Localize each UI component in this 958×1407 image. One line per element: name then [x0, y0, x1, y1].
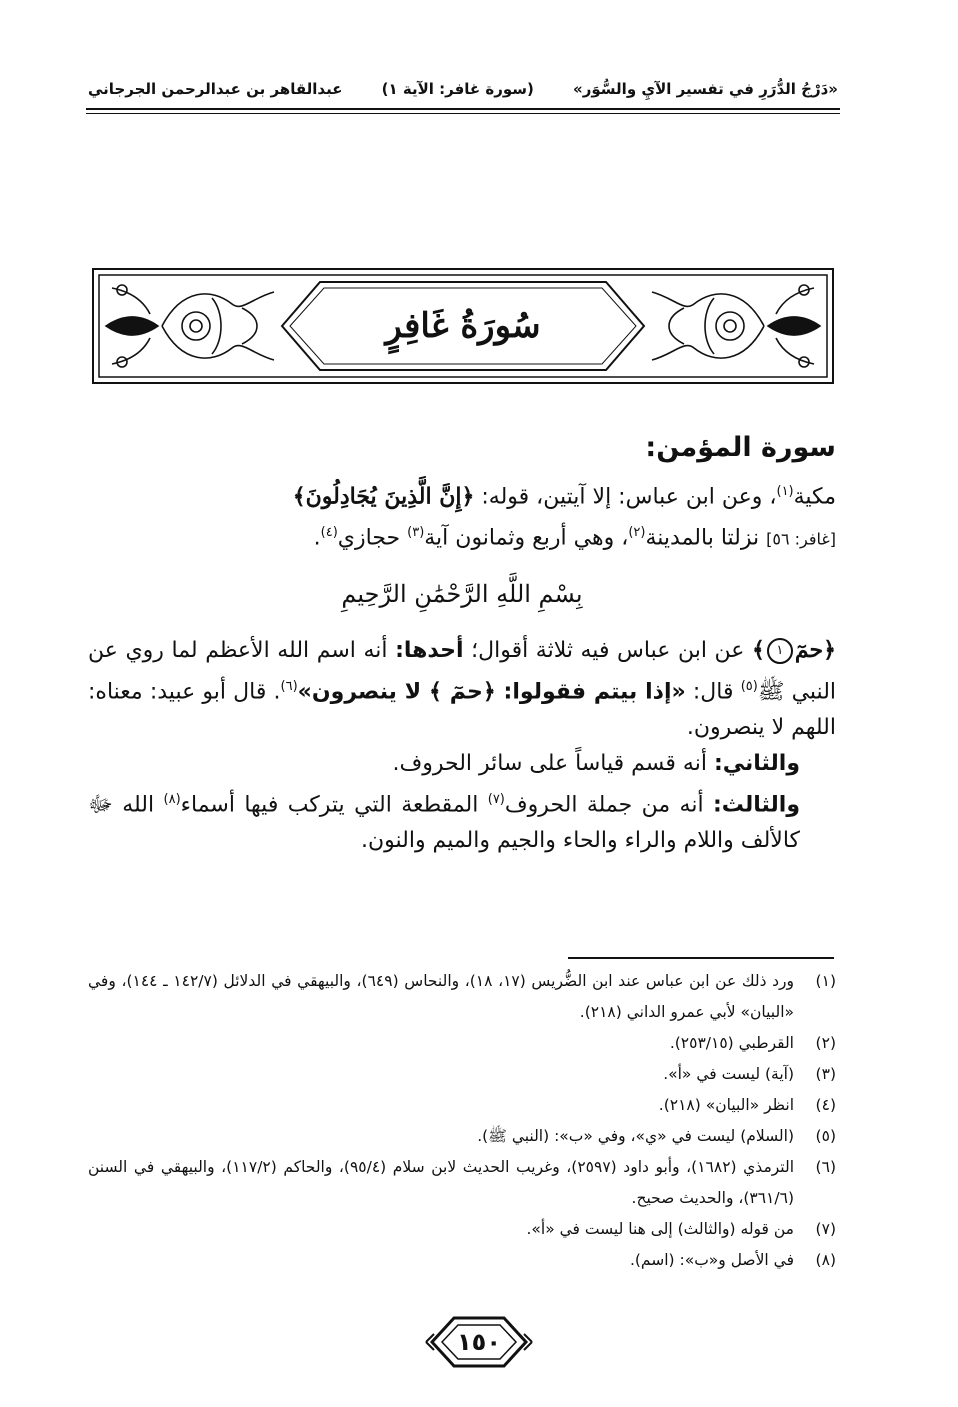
- commentary-text: الله ﷻ كالألف واللام والراء والحاء والجيم والميم والنون.: [88, 792, 800, 854]
- basmala: بِسْمِ اللَّهِ الرَّحْمَٰنِ الرَّحِيمِ: [341, 579, 583, 608]
- opinion-label: والثالث:: [712, 792, 801, 818]
- commentary-text: عن ابن عباس فيه ثلاثة أقوال؛: [463, 637, 752, 663]
- footnote-separator: [568, 957, 834, 959]
- footnote-text: القرطبي (٢٥٣/١٥).: [669, 1034, 794, 1052]
- footnote-text: من قوله (والثالث) إلى هنا ليست في «أ».: [526, 1220, 794, 1238]
- footnote-number: (١): [815, 972, 836, 990]
- footnote: [88, 1121, 836, 1152]
- commentary-text: أنه قسم قياساً على سائر الحروف.: [392, 750, 714, 776]
- commentary-text: قال:: [685, 678, 741, 704]
- footnote: [88, 966, 836, 1028]
- footnote-text: (السلام) ليست في «ي»، وفي «ب»: (النبي ﷺ).: [477, 1127, 794, 1145]
- verse-reference: [غافر: ٥٦]: [766, 529, 836, 549]
- footnote-ref: (١): [776, 484, 794, 499]
- commentary-text: المقطعة التي يتركب فيها أسماء: [180, 792, 488, 818]
- quran-verse: ﴾: [751, 636, 765, 663]
- header-book-title: «دَرْجُ الدُّرَرِ في تفسير الآيِ والسُّوَر»: [573, 80, 838, 98]
- header-author: عبدالقاهر بن عبدالرحمن الجرجاني: [88, 80, 343, 98]
- commentary-text: أنه من جملة الحروف: [504, 792, 713, 818]
- footnote-text: (آية) ليست في «أ».: [663, 1065, 794, 1083]
- footnote-ref: (٣): [407, 525, 425, 541]
- footnote: [88, 1090, 836, 1121]
- footnote: [88, 1028, 836, 1059]
- footnote-ref: (٤): [320, 525, 338, 541]
- footnote-ref: (٧): [487, 791, 505, 807]
- intro-text: نزلتا بالمدينة: [645, 525, 767, 551]
- opinion-label: والثاني:: [713, 750, 800, 776]
- footnote-text: الترمذي (١٦٨٢)، وأبو داود (٢٥٩٧)، وغريب الحديث لابن سلام (٩٥/٤)، والحاكم (١١٧/٢)، والبيهقي في السنن (٣٦١/٦)، والحديث صحيح.: [88, 1158, 795, 1207]
- footnote-text: انظر «البيان» (٢١٨).: [658, 1096, 794, 1114]
- footnote: [88, 1059, 836, 1090]
- header-rule-thin: [86, 113, 840, 114]
- intro-text: مكية: [793, 484, 836, 510]
- footnote-number: (٣): [815, 1065, 836, 1083]
- footnote-number: (٦): [815, 1158, 836, 1176]
- footnote-number: (٢): [815, 1034, 836, 1052]
- footnote-ref: (٦): [280, 678, 298, 694]
- main-text: [88, 430, 836, 859]
- intro-text: ، وهي أربع وثمانون آية: [424, 525, 629, 551]
- footnote-number: (٤): [815, 1096, 836, 1114]
- intro-paragraph: [88, 474, 836, 558]
- footnote-text: ورد ذلك عن ابن عباس عند ابن الضُّريس (١٧، ١٨)، والنحاس (٦٤٩)، والبيهقي في الدلائل (١٤٢/٧ ـ ١٤٤)، وفي «البيان» لأبي عمرو الداني (٢١٨).: [88, 972, 795, 1021]
- opinion-label: أحدها:: [395, 637, 464, 663]
- footnote: [88, 1245, 836, 1276]
- quran-verse: ﴿حمٓ: [794, 636, 836, 663]
- footnote-number: (٧): [815, 1220, 836, 1238]
- commentary-text: . قال أبو عبيد: معناه: اللهم لا ينصرون.: [88, 678, 836, 740]
- footnote: [88, 1214, 836, 1245]
- intro-text: .: [313, 525, 321, 551]
- commentary-paragraph-2: [88, 746, 836, 782]
- intro-text: ، وعن ابن عباس: إلا آيتين، قوله:: [474, 484, 777, 510]
- header-rule-thick: [86, 108, 840, 110]
- surah-title: سُورَةُ غَافِرٍ: [385, 306, 541, 346]
- footnote-ref: (٢): [628, 525, 646, 541]
- hadith-quote: «إذا بيتم فقولوا: ﴿حمٓ ﴾ لا ينصرون»: [297, 678, 686, 704]
- intro-text: حجازي: [337, 525, 408, 551]
- footnotes: [88, 966, 836, 1276]
- footnote-ref: (٨): [163, 791, 181, 807]
- footnote-number: (٨): [815, 1251, 836, 1269]
- footnote-ref: (٥): [740, 678, 758, 694]
- footnote-number: (٥): [815, 1127, 836, 1145]
- surah-banner: [92, 268, 834, 384]
- page-number: ١٥٠: [457, 1328, 501, 1356]
- footnote: [88, 1152, 836, 1214]
- section-heading: سورة المؤمن:: [645, 432, 836, 463]
- footnote-text: في الأصل و«ب»: (اسم).: [629, 1251, 794, 1269]
- commentary-paragraph-3: [88, 782, 836, 859]
- header-surah-ref: (سورة غافر: الآية ١): [381, 80, 534, 98]
- running-header: [88, 72, 838, 106]
- verse-number-marker: ١: [767, 638, 793, 664]
- commentary-text: أنه اسم الله الأعظم لما روي عن النبي ﷺ: [88, 637, 837, 704]
- page-number-ornament: [424, 1312, 534, 1372]
- quran-verse: ﴿إِنَّ الَّذِينَ يُجَادِلُونَ﴾: [292, 483, 475, 510]
- commentary-paragraph-1: [88, 632, 836, 746]
